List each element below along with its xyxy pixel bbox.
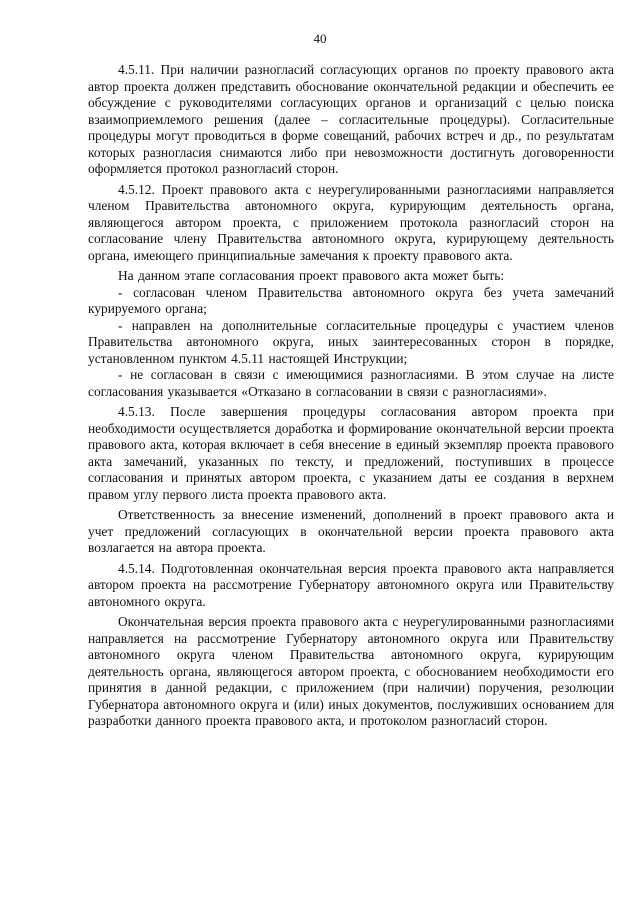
paragraph-4-5-13: 4.5.13. После завершения процедуры согласования автором проекта при необходимости осуществляется доработка и формирование окончательной версии проекта правового акта, которая включает в себя внесение в единый экземпляр проекта правового акта замечаний, указанных по тексту, и предложений, поступивших в процессе согласования и принятых автором проекта, с указанием даты ее создания в верхнем правом углу первого листа проекта правового акта. (88, 404, 614, 502)
paragraph-final-version: Окончательная версия проекта правового акта с неурегулированными разногласиями направляется на рассмотрение Губернатору автономного округа или Правительству автономного округа членом Правительства автономного округа, курирующим деятельность органа, являющегося автором проекта, с обоснованием необходимости его принятия в данной редакции, с приложением (при наличии) поручения, резолюции Губернатора автономного округа и (или) иных документов, послуживших основанием для разработки данного проекта правового акта, и протоколом разногласий сторон. (88, 614, 614, 728)
paragraph-4-5-12: 4.5.12. Проект правового акта с неурегулированными разногласиями направляется членом Правительства автономного округа, курирующим деятельность органа, являющегося автором проекта, с приложением протокола разногласий сторон на согласование члену Правительства автономного округа, курирующему деятельность органа, имеющего принципиальные замечания к проекту правового акта. (88, 181, 614, 263)
paragraph-responsibility: Ответственность за внесение изменений, дополнений в проект правового акта и учет предложений согласующих в окончательной версии проекта правового акта возлагается на автора проекта. (88, 507, 614, 555)
list-item-additional-procedures: - направлен на дополнительные согласительные процедуры с участием членов Правительства автономного округа, иных заинтересованных сторон в порядке, установленном пунктом 4.5.11 настоящей Инструкции; (88, 317, 614, 366)
list-item-agreed: - согласован членом Правительства автономного округа без учета замечаний курируемого органа; (88, 284, 614, 316)
document-body (88, 62, 614, 730)
paragraph-4-5-14: 4.5.14. Подготовленная окончательная версия проекта правового акта направляется автором проекта на рассмотрение Губернатору автономного округа или Правительству автономного округа. (88, 560, 614, 609)
paragraph-4-5-11: 4.5.11. При наличии разногласий согласующих органов по проекту правового акта автор проекта должен представить обоснование окончательной редакции и обеспечить ее обсуждение с руководителями согласующих органов и организаций с целью поиска взаимоприемлемого решения (далее – согласительные процедуры). Согласительные процедуры могут проводиться в форме совещаний, рабочих встреч и др., по результатам которых разногласия снимаются либо при невозможности достигнуть договоренности оформляется протокол разногласий сторон. (88, 62, 614, 176)
page-number: 40 (313, 31, 327, 46)
list-item-not-agreed: - не согласован в связи с имеющимися разногласиями. В этом случае на листе согласования указывается «Отказано в согласовании в связи с разногласиями». (88, 367, 614, 399)
paragraph-stage-intro: На данном этапе согласования проект правового акта может быть: (118, 268, 505, 283)
